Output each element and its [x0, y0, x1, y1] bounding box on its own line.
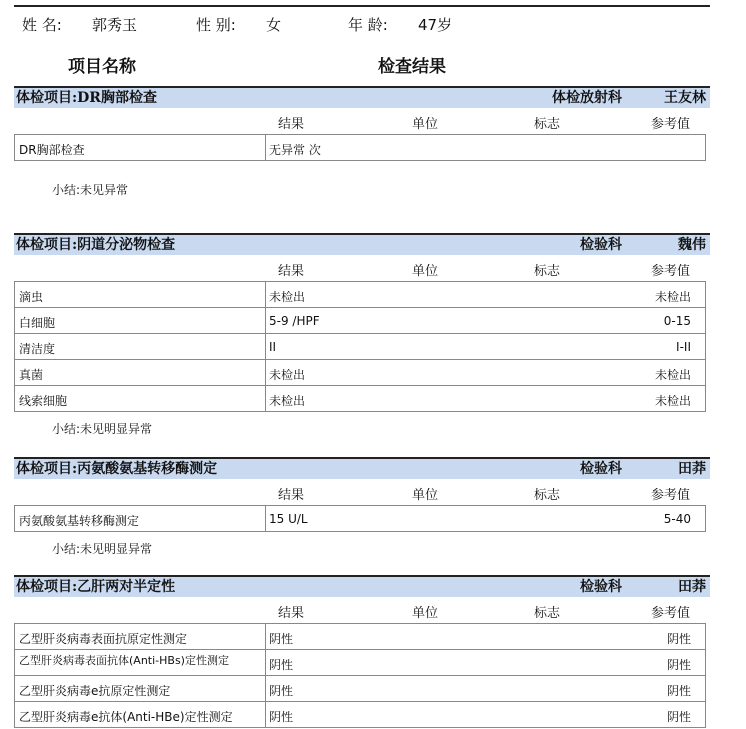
section-header: [14, 86, 710, 108]
row-ref: 未检出: [654, 394, 691, 408]
table-row: [15, 308, 705, 334]
row-result: 未检出: [269, 394, 306, 408]
col-ref: 参考值: [650, 264, 690, 279]
column-divider: [265, 135, 266, 160]
column-headers: [14, 108, 710, 134]
col-unit: 单位: [412, 606, 439, 621]
table-row: [15, 506, 705, 532]
col-result: 结果: [278, 488, 305, 503]
section-dept: 检验科: [580, 237, 622, 253]
row-name: 清洁度: [19, 342, 56, 356]
section-title: 体检项目:阴道分泌物检查: [16, 237, 176, 253]
section-vaginal-secretion: [14, 233, 710, 437]
row-result: 5-9 /HPF: [269, 314, 320, 328]
row-result: 阴性: [269, 710, 294, 724]
column-divider: [265, 308, 266, 333]
section-alt: [14, 457, 710, 557]
row-ref: I-II: [676, 340, 691, 354]
column-headers: [14, 597, 710, 623]
col-ref: 参考值: [650, 606, 690, 621]
result-table: [14, 134, 706, 161]
column-divider: [265, 506, 266, 531]
section-summary: 小结:未见明显异常: [52, 422, 153, 436]
table-row: [15, 702, 705, 728]
row-ref: 阴性: [666, 684, 691, 698]
row-name: 白细胞: [19, 316, 56, 330]
col-flag: 标志: [534, 264, 561, 279]
row-ref: 0-15: [663, 314, 691, 328]
section-summary: 小结:未见明显异常: [52, 542, 153, 556]
patient-name: 郭秀玉: [92, 16, 138, 34]
col-result: 结果: [278, 606, 305, 621]
col-ref: 参考值: [650, 117, 690, 132]
col-flag: 标志: [534, 117, 561, 132]
row-ref: 阴性: [666, 658, 691, 672]
section-doctor: 王友林: [664, 90, 706, 106]
table-row: [15, 334, 705, 360]
section-doctor: 田莽: [678, 461, 706, 477]
row-ref: 阴性: [666, 710, 691, 724]
row-name: 丙氨酸氨基转移酶测定: [19, 514, 140, 528]
section-doctor: 魏伟: [678, 237, 706, 253]
column-divider: [265, 360, 266, 385]
col-flag: 标志: [534, 488, 561, 503]
column-divider: [265, 386, 266, 411]
section-summary: 小结:未见异常: [52, 183, 129, 197]
row-result: 无异常 次: [269, 143, 321, 157]
column-divider: [265, 282, 266, 307]
heading-item-name: 项目名称: [68, 57, 136, 77]
row-name: 乙型肝炎病毒表面抗原定性测定: [19, 632, 188, 646]
heading-result: 检查结果: [378, 57, 446, 77]
result-table: [14, 623, 706, 728]
age-label: 年 龄:: [348, 16, 388, 34]
row-result: 阴性: [269, 632, 294, 646]
col-result: 结果: [278, 117, 305, 132]
table-row: [15, 386, 705, 412]
col-ref: 参考值: [650, 488, 690, 503]
patient-age: 47岁: [418, 16, 453, 34]
section-title: 体检项目:乙肝两对半定性: [16, 579, 176, 595]
column-divider: [265, 702, 266, 727]
row-name: 乙型肝炎病毒e抗体(Anti-HBe)定性测定: [19, 710, 233, 724]
column-divider: [265, 334, 266, 359]
section-dept: 检验科: [580, 579, 622, 595]
row-name: 线索细胞: [19, 394, 68, 408]
section-header: [14, 575, 710, 597]
section-dept: 检验科: [580, 461, 622, 477]
top-rule: [14, 5, 710, 7]
column-headers: [14, 255, 710, 281]
row-result: 未检出: [269, 368, 306, 382]
col-unit: 单位: [412, 488, 439, 503]
row-ref: 未检出: [654, 368, 691, 382]
row-result: 阴性: [269, 684, 294, 698]
table-row: [15, 135, 705, 161]
result-table: [14, 505, 706, 532]
column-divider: [265, 650, 266, 675]
table-row: [15, 360, 705, 386]
column-divider: [265, 624, 266, 649]
row-name: 真菌: [19, 368, 44, 382]
result-table: [14, 281, 706, 412]
section-dept: 体检放射科: [552, 90, 622, 106]
patient-gender: 女: [266, 16, 282, 34]
section-title: 体检项目:丙氨酸氨基转移酶测定: [16, 461, 218, 477]
section-title: 体检项目:DR胸部检查: [16, 90, 157, 106]
table-row: [15, 282, 705, 308]
row-result: 15 U/L: [269, 512, 308, 526]
section-doctor: 田莽: [678, 579, 706, 595]
table-row: [15, 624, 705, 650]
section-hepatitis-b: [14, 575, 710, 728]
row-result: II: [269, 340, 277, 354]
row-ref: 5-40: [663, 512, 691, 526]
column-divider: [265, 676, 266, 701]
col-unit: 单位: [412, 264, 439, 279]
section-header: [14, 457, 710, 479]
row-ref: 阴性: [666, 632, 691, 646]
col-unit: 单位: [412, 117, 439, 132]
section-dr-chest: [14, 86, 710, 198]
column-headers: [14, 479, 710, 505]
row-name: DR胸部检查: [19, 143, 85, 157]
table-row: [15, 676, 705, 702]
row-result: 未检出: [269, 290, 306, 304]
name-label: 姓 名:: [22, 16, 62, 34]
row-name: 滴虫: [19, 290, 44, 304]
row-name: 乙型肝炎病毒表面抗体(Anti-HBs)定性测定: [19, 654, 229, 667]
col-result: 结果: [278, 264, 305, 279]
table-row: [15, 650, 705, 676]
col-flag: 标志: [534, 606, 561, 621]
section-header: [14, 233, 710, 255]
row-name: 乙型肝炎病毒e抗原定性测定: [19, 684, 171, 698]
row-ref: 未检出: [654, 290, 691, 304]
row-result: 阴性: [269, 658, 294, 672]
gender-label: 性 别:: [196, 16, 236, 34]
